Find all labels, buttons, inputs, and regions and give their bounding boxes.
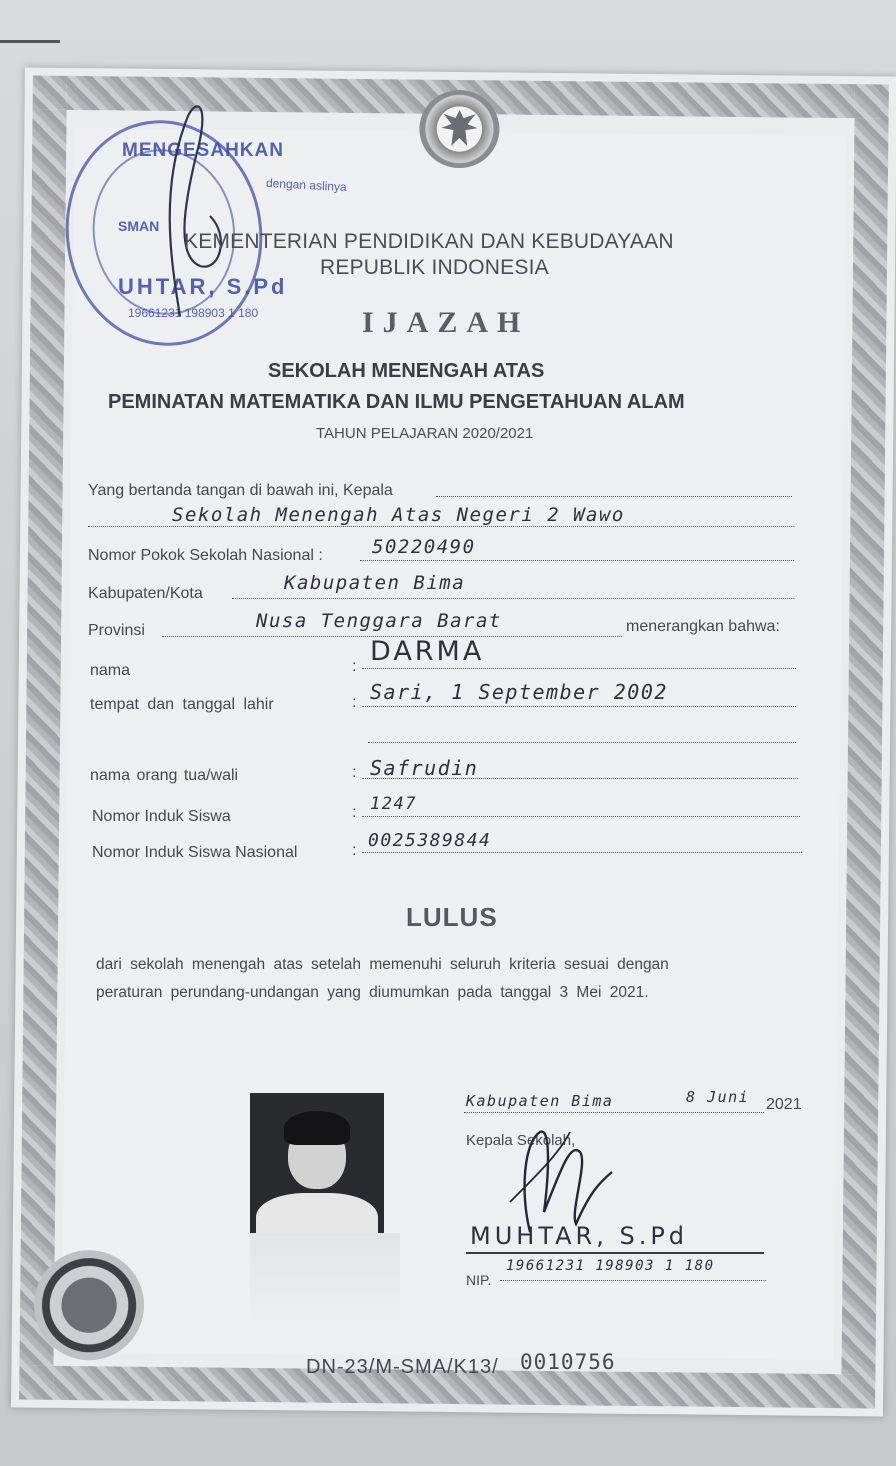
ministry-name: KEMENTERIAN PENDIDIKAN DAN KEBUDAYAAN <box>184 230 674 253</box>
regency-value: Kabupaten Bima <box>284 572 466 594</box>
npsn-value: 50220490 <box>372 536 476 558</box>
background-edge <box>0 40 60 43</box>
stamp-school: SMAN <box>118 218 160 234</box>
nisn-value: 0025389844 <box>368 830 492 851</box>
graduation-status: LULUS <box>406 902 498 932</box>
fill-line <box>500 1280 766 1281</box>
colon: : <box>352 804 357 821</box>
colon: : <box>352 658 357 675</box>
photo-fade <box>250 1233 400 1323</box>
fill-line <box>362 778 798 779</box>
nip-label: NIP. <box>466 1272 492 1288</box>
colon: : <box>352 842 357 859</box>
stamp-signature-icon <box>140 96 250 326</box>
declares-label: menerangkan bahwa: <box>626 618 780 635</box>
signature-date: 8 Juni <box>686 1088 750 1106</box>
nip-value: 19661231 198903 1 180 <box>506 1258 715 1274</box>
student-photo <box>250 1093 384 1233</box>
photo-shirt <box>256 1193 378 1233</box>
npsn-label: Nomor Pokok Sekolah Nasional : <box>88 547 323 564</box>
photo-hair <box>284 1111 350 1145</box>
nis-label: Nomor Induk Siswa <box>92 808 231 825</box>
parent-value: Safrudin <box>370 756 479 780</box>
parent-label: nama orang tua/wali <box>90 767 239 784</box>
stamp-name: UHTAR, S.Pd <box>118 274 288 299</box>
fill-line <box>362 816 800 817</box>
colon: : <box>352 764 357 781</box>
school-level: SEKOLAH MENENGAH ATAS <box>268 360 545 382</box>
academic-year: TAHUN PELAJARAN 2020/2021 <box>316 425 534 442</box>
fill-line <box>88 526 794 527</box>
name-label: nama <box>90 662 131 679</box>
fill-line <box>362 668 796 669</box>
name-underline <box>466 1252 764 1254</box>
birth-value: Sari, 1 September 2002 <box>370 680 668 704</box>
stamp-nip: 19661231 198903 1 180 <box>128 306 259 320</box>
school-name-value: Sekolah Menengah Atas Negeri 2 Wawo <box>172 504 625 526</box>
result-line-1: dari sekolah menengah atas setelah memenuhi seluruh kriteria sesuai dengan <box>96 956 669 973</box>
headmaster-name: MUHTAR, S.Pd <box>470 1222 689 1250</box>
fill-line <box>360 560 794 561</box>
student-name-value: DARMA <box>370 636 485 667</box>
signature-place: Kabupaten Bima <box>466 1092 614 1110</box>
document-title: IJAZAH <box>362 306 530 339</box>
nisn-label: Nomor Induk Siswa Nasional <box>92 844 298 861</box>
signature-year: 2021 <box>766 1096 802 1113</box>
fill-line <box>362 706 796 707</box>
fill-line <box>362 852 802 853</box>
garuda-emblem-icon <box>419 90 500 169</box>
study-program: PEMINATAN MATEMATIKA DAN ILMU PENGETAHUAN ALAM <box>108 391 685 413</box>
fill-line <box>368 742 796 743</box>
birth-label: tempat dan tanggal lahir <box>90 696 274 713</box>
fill-line <box>232 598 794 599</box>
stamp-line: dengan aslinya <box>265 175 348 195</box>
result-line-2: peraturan perundang-undangan yang diumumkan pada tanggal 3 Mei 2021. <box>96 984 649 1001</box>
ministry-seal-icon <box>34 1250 145 1361</box>
regency-label: Kabupaten/Kota <box>88 585 203 602</box>
colon: : <box>352 694 357 711</box>
stamp-title: MENGESAHKAN <box>122 140 284 161</box>
nis-value: 1247 <box>370 794 417 814</box>
serial-prefix: DN-23/M-SMA/K13/ <box>306 1356 499 1378</box>
republic-name: REPUBLIK INDONESIA <box>320 256 549 279</box>
fill-line <box>436 496 792 497</box>
province-label: Provinsi <box>88 622 145 639</box>
intro-label: Yang bertanda tangan di bawah ini, Kepala <box>88 482 393 499</box>
signature-role: Kepala Sekolah, <box>466 1132 576 1149</box>
province-value: Nusa Tenggara Barat <box>256 610 502 632</box>
serial-number: 0010756 <box>520 1350 616 1374</box>
